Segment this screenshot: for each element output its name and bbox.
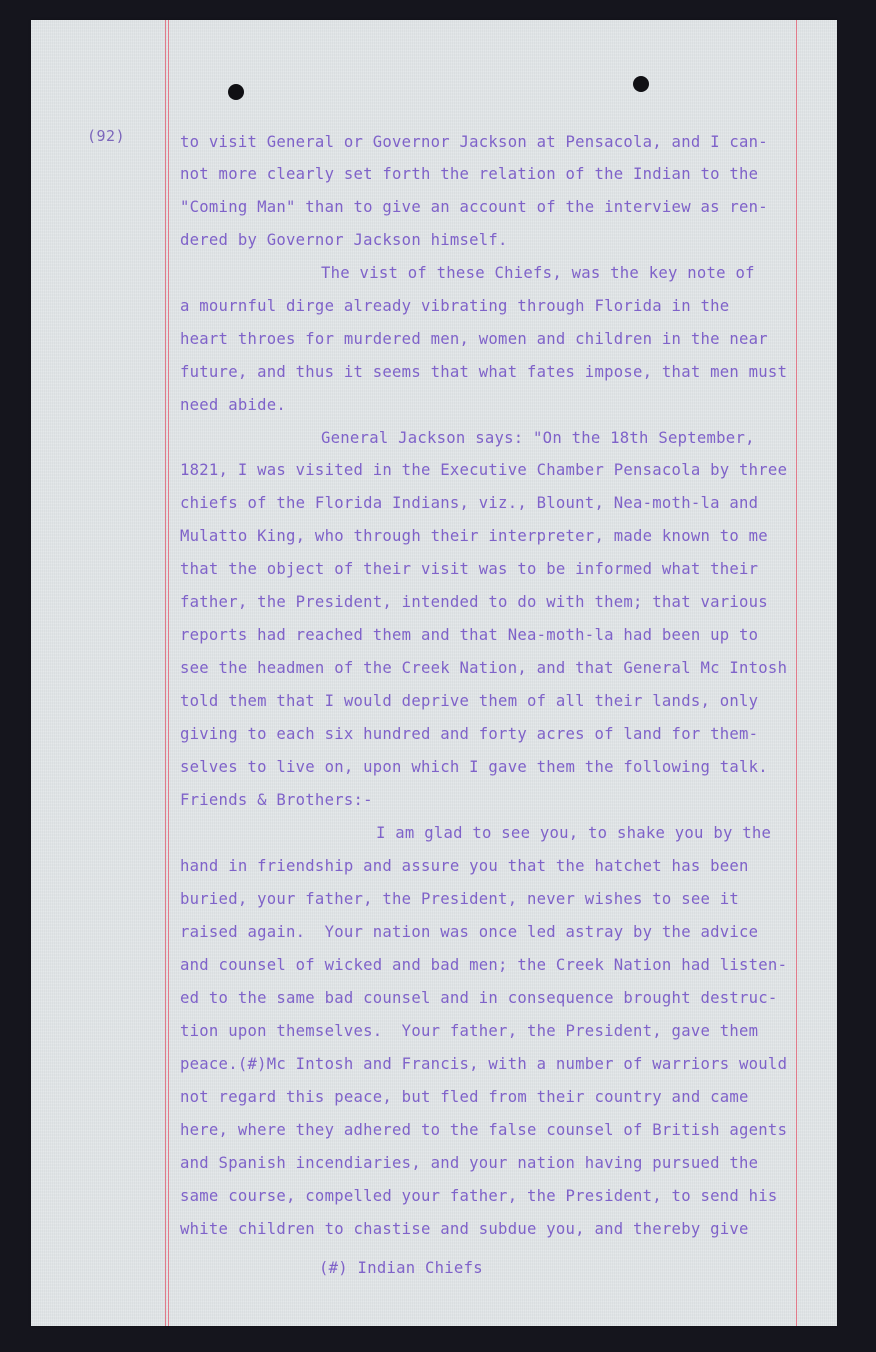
text-line: not regard this peace, but fled from their country and came	[180, 1088, 749, 1106]
text-line: here, where they adhered to the false counsel of British agents	[180, 1121, 788, 1139]
text-line: Mulatto King, who through their interpreter, made known to me	[180, 527, 768, 545]
text-line: The vist of these Chiefs, was the key note of	[321, 264, 755, 282]
text-line: hand in friendship and assure you that the hatchet has been	[180, 857, 749, 875]
text-line: peace.(#)Mc Intosh and Francis, with a number of warriors would	[180, 1055, 788, 1073]
text-line: 1821, I was visited in the Executive Chamber Pensacola by three	[180, 461, 788, 479]
text-line: a mournful dirge already vibrating through Florida in the	[180, 297, 730, 315]
text-line: to visit General or Governor Jackson at Pensacola, and I can-	[180, 133, 768, 151]
text-line: General Jackson says: "On the 18th September,	[321, 429, 755, 447]
text-line: need abide.	[180, 396, 287, 414]
footnote: (#) Indian Chiefs	[319, 1259, 483, 1277]
text-line: chiefs of the Florida Indians, viz., Blount, Nea-moth-la and	[180, 494, 759, 512]
left-margin-rule	[165, 20, 166, 1326]
document-page	[31, 20, 837, 1326]
text-line: Friends & Brothers:-	[180, 791, 373, 809]
text-line: buried, your father, the President, never wishes to see it	[180, 890, 740, 908]
text-line: and counsel of wicked and bad men; the Creek Nation had listen-	[180, 956, 788, 974]
text-line: that the object of their visit was to be informed what their	[180, 560, 759, 578]
text-line: and Spanish incendiaries, and your nation having pursued the	[180, 1154, 759, 1172]
text-line: "Coming Man" than to give an account of the interview as ren-	[180, 198, 768, 216]
text-line: father, the President, intended to do with them; that various	[180, 593, 768, 611]
left-margin-rule-inner	[168, 20, 169, 1326]
text-line: heart throes for murdered men, women and children in the near	[180, 330, 768, 348]
text-line: raised again. Your nation was once led astray by the advice	[180, 923, 759, 941]
text-line: giving to each six hundred and forty acres of land for them-	[180, 725, 759, 743]
text-line: tion upon themselves. Your father, the President, gave them	[180, 1022, 759, 1040]
text-line: I am glad to see you, to shake you by the	[376, 824, 772, 842]
text-line: not more clearly set forth the relation of the Indian to the	[180, 165, 759, 183]
punch-hole	[633, 76, 649, 92]
text-line: same course, compelled your father, the President, to send his	[180, 1187, 778, 1205]
right-margin-rule	[796, 20, 797, 1326]
text-line: future, and thus it seems that what fates impose, that men must	[180, 363, 788, 381]
text-line: ed to the same bad counsel and in consequence brought destruc-	[180, 989, 778, 1007]
text-line: dered by Governor Jackson himself.	[180, 231, 508, 249]
text-line: white children to chastise and subdue you, and thereby give	[180, 1220, 749, 1238]
text-line: reports had reached them and that Nea-moth-la had been up to	[180, 626, 759, 644]
punch-hole	[228, 84, 244, 100]
text-line: see the headmen of the Creek Nation, and that General Mc Intosh	[180, 659, 788, 677]
text-line: told them that I would deprive them of all their lands, only	[180, 692, 759, 710]
page-number: (92)	[87, 127, 126, 145]
text-line: selves to live on, upon which I gave them the following talk.	[180, 758, 768, 776]
